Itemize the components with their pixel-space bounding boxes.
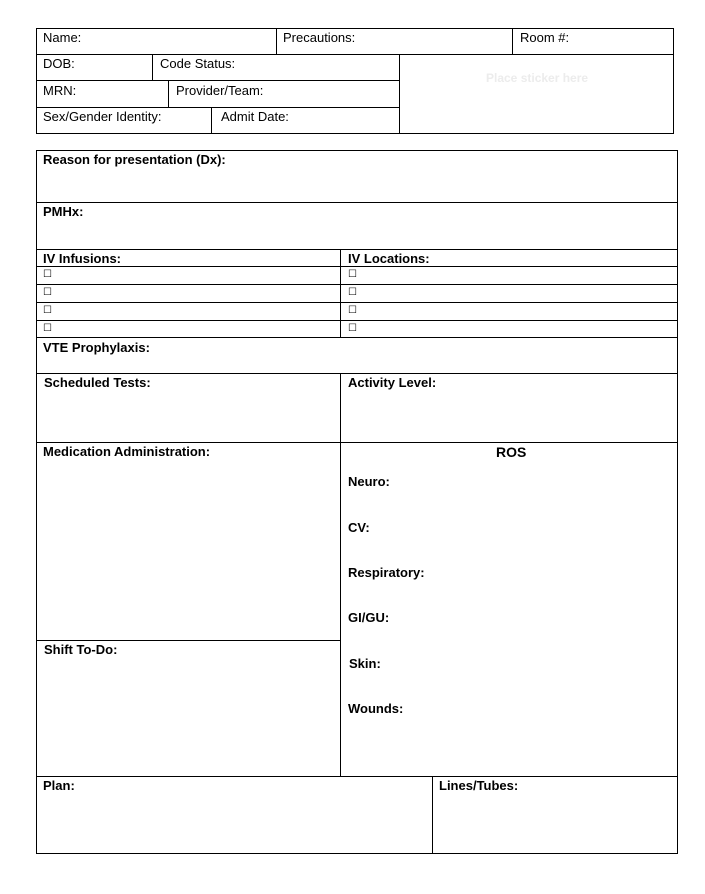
- iv-infusion-checkbox[interactable]: ☐: [43, 269, 52, 280]
- scheduled-tests-label: Scheduled Tests:: [44, 375, 151, 390]
- ros-neuro-label: Neuro:: [348, 474, 390, 489]
- shift-todo-label: Shift To-Do:: [44, 642, 118, 657]
- iv-location-checkbox[interactable]: ☐: [348, 269, 357, 280]
- name-label: Name:: [43, 30, 82, 45]
- ros-title: ROS: [496, 444, 527, 460]
- ros-gi-gu-label: GI/GU:: [348, 610, 390, 625]
- iv-location-checkbox[interactable]: ☐: [348, 287, 357, 298]
- activity-level-label: Activity Level:: [348, 375, 437, 390]
- medication-administration-label: Medication Administration:: [43, 444, 211, 459]
- iv-infusion-checkbox[interactable]: ☐: [43, 305, 52, 316]
- ros-cv-label: CV:: [348, 520, 370, 535]
- reason-for-presentation-label: Reason for presentation (Dx):: [43, 152, 226, 167]
- iv-locations-label: IV Locations:: [348, 251, 430, 266]
- code-status-label: Code Status:: [160, 56, 236, 71]
- iv-location-checkbox[interactable]: ☐: [348, 305, 357, 316]
- iv-location-checkbox[interactable]: ☐: [348, 323, 357, 334]
- ros-skin-label: Skin:: [349, 656, 381, 671]
- pmhx-label: PMHx:: [43, 204, 84, 219]
- plan-label: Plan:: [43, 778, 75, 793]
- sticker-placeholder: Place sticker here: [486, 71, 589, 85]
- admit-date-label: Admit Date:: [221, 109, 289, 124]
- mrn-label: MRN:: [43, 83, 77, 98]
- provider-team-label: Provider/Team:: [176, 83, 264, 98]
- precautions-label: Precautions:: [283, 30, 356, 45]
- vte-prophylaxis-label: VTE Prophylaxis:: [43, 340, 150, 355]
- iv-infusion-checkbox[interactable]: ☐: [43, 323, 52, 334]
- lines-tubes-label: Lines/Tubes:: [439, 778, 519, 793]
- iv-infusion-checkbox[interactable]: ☐: [43, 287, 52, 298]
- dob-label: DOB:: [43, 56, 75, 71]
- room-label: Room #:: [520, 30, 570, 45]
- ros-respiratory-label: Respiratory:: [348, 565, 425, 580]
- iv-infusions-label: IV Infusions:: [43, 251, 121, 266]
- ros-wounds-label: Wounds:: [348, 701, 404, 716]
- sex-gender-label: Sex/Gender Identity:: [43, 109, 162, 124]
